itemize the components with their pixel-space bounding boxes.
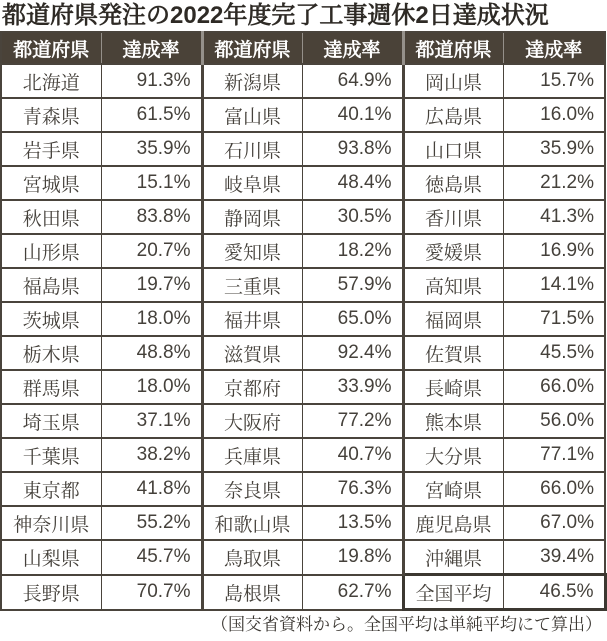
table-row <box>1 166 605 200</box>
column-header-prefecture: 都道府県 <box>1 32 101 64</box>
prefecture-cell: 石川県 <box>202 132 302 166</box>
rate-cell: 39.4% <box>503 540 605 575</box>
rate-cell: 48.4% <box>302 166 403 200</box>
rate-cell: 21.2% <box>503 166 605 200</box>
rate-cell: 64.9% <box>302 64 403 98</box>
rate-cell: 19.7% <box>101 268 202 302</box>
rate-cell: 18.0% <box>101 370 202 404</box>
prefecture-cell: 北海道 <box>1 64 101 98</box>
table-row <box>1 234 605 268</box>
source-note: （国交省資料から。全国平均は単純平均にて算出） <box>211 615 602 634</box>
prefecture-cell: 宮城県 <box>1 166 101 200</box>
rate-cell: 55.2% <box>101 506 202 540</box>
column-header-prefecture: 都道府県 <box>202 32 302 64</box>
prefecture-cell: 群馬県 <box>1 370 101 404</box>
table-row <box>1 302 605 336</box>
prefecture-cell: 青森県 <box>1 98 101 132</box>
column-header-rate: 達成率 <box>302 32 403 64</box>
prefecture-cell: 和歌山県 <box>202 506 302 540</box>
prefecture-cell: 東京都 <box>1 472 101 506</box>
rate-cell: 35.9% <box>503 132 605 166</box>
table-row <box>1 336 605 370</box>
prefecture-cell: 奈良県 <box>202 472 302 506</box>
rate-cell: 20.7% <box>101 234 202 268</box>
table-row <box>1 575 605 610</box>
prefecture-cell: 徳島県 <box>403 166 503 200</box>
prefecture-cell: 佐賀県 <box>403 336 503 370</box>
rate-cell: 15.1% <box>101 166 202 200</box>
prefecture-cell: 福井県 <box>202 302 302 336</box>
prefecture-cell: 岐阜県 <box>202 166 302 200</box>
rate-cell: 15.7% <box>503 64 605 98</box>
prefecture-cell: 鳥取県 <box>202 540 302 575</box>
prefecture-cell: 広島県 <box>403 98 503 132</box>
rate-cell: 61.5% <box>101 98 202 132</box>
rate-cell: 33.9% <box>302 370 403 404</box>
prefecture-cell: 滋賀県 <box>202 336 302 370</box>
header-row <box>1 32 605 64</box>
prefecture-cell: 福島県 <box>1 268 101 302</box>
rate-cell: 37.1% <box>101 404 202 438</box>
table-row <box>1 132 605 166</box>
table-row <box>1 64 605 98</box>
column-header-rate: 達成率 <box>101 32 202 64</box>
rate-cell: 65.0% <box>302 302 403 336</box>
rate-cell: 66.0% <box>503 472 605 506</box>
prefecture-cell: 大阪府 <box>202 404 302 438</box>
table-row <box>1 404 605 438</box>
prefecture-cell: 静岡県 <box>202 200 302 234</box>
rate-cell: 18.2% <box>302 234 403 268</box>
rate-cell: 62.7% <box>302 575 403 610</box>
rate-cell: 45.5% <box>503 336 605 370</box>
rate-cell: 30.5% <box>302 200 403 234</box>
prefecture-cell: 京都府 <box>202 370 302 404</box>
prefecture-cell: 愛媛県 <box>403 234 503 268</box>
table-row <box>1 506 605 540</box>
rate-cell: 56.0% <box>503 404 605 438</box>
rate-cell: 40.7% <box>302 438 403 472</box>
prefecture-cell: 宮崎県 <box>403 472 503 506</box>
rate-cell: 16.9% <box>503 234 605 268</box>
prefecture-cell: 大分県 <box>403 438 503 472</box>
table-row <box>1 438 605 472</box>
rate-cell: 91.3% <box>101 64 202 98</box>
rate-cell: 13.5% <box>302 506 403 540</box>
prefecture-cell: 長崎県 <box>403 370 503 404</box>
table-row <box>1 370 605 404</box>
prefecture-cell: 香川県 <box>403 200 503 234</box>
column-header-rate: 達成率 <box>503 32 605 64</box>
page-title: 都道府県発注の2022年度完了工事週休2日達成状況 <box>2 2 549 29</box>
prefecture-cell: 長野県 <box>1 575 101 610</box>
prefecture-cell: 岡山県 <box>403 64 503 98</box>
rate-cell: 76.3% <box>302 472 403 506</box>
rate-cell: 70.7% <box>101 575 202 610</box>
rate-cell: 93.8% <box>302 132 403 166</box>
rate-cell: 14.1% <box>503 268 605 302</box>
rate-cell: 48.8% <box>101 336 202 370</box>
achievement-table <box>0 31 607 611</box>
rate-cell: 92.4% <box>302 336 403 370</box>
rate-cell: 41.3% <box>503 200 605 234</box>
table-row <box>1 268 605 302</box>
table-row <box>1 472 605 506</box>
table-row <box>1 200 605 234</box>
rate-cell: 45.7% <box>101 540 202 575</box>
national-average-label-cell: 全国平均 <box>403 575 503 610</box>
prefecture-cell: 三重県 <box>202 268 302 302</box>
prefecture-cell: 山梨県 <box>1 540 101 575</box>
prefecture-cell: 兵庫県 <box>202 438 302 472</box>
rate-cell: 83.8% <box>101 200 202 234</box>
rate-cell: 35.9% <box>101 132 202 166</box>
prefecture-cell: 山形県 <box>1 234 101 268</box>
prefecture-cell: 岩手県 <box>1 132 101 166</box>
achievement-table-body <box>1 64 605 610</box>
prefecture-cell: 沖縄県 <box>403 540 503 575</box>
rate-cell: 18.0% <box>101 302 202 336</box>
prefecture-cell: 島根県 <box>202 575 302 610</box>
table-row <box>1 98 605 132</box>
prefecture-cell: 福岡県 <box>403 302 503 336</box>
rate-cell: 16.0% <box>503 98 605 132</box>
prefecture-cell: 山口県 <box>403 132 503 166</box>
prefecture-cell: 千葉県 <box>1 438 101 472</box>
rate-cell: 71.5% <box>503 302 605 336</box>
rate-cell: 67.0% <box>503 506 605 540</box>
prefecture-cell: 新潟県 <box>202 64 302 98</box>
rate-cell: 41.8% <box>101 472 202 506</box>
rate-cell: 77.1% <box>503 438 605 472</box>
prefecture-cell: 栃木県 <box>1 336 101 370</box>
rate-cell: 66.0% <box>503 370 605 404</box>
prefecture-cell: 茨城県 <box>1 302 101 336</box>
rate-cell: 38.2% <box>101 438 202 472</box>
prefecture-cell: 神奈川県 <box>1 506 101 540</box>
prefecture-cell: 熊本県 <box>403 404 503 438</box>
national-average-rate-cell: 46.5% <box>503 575 605 610</box>
prefecture-cell: 秋田県 <box>1 200 101 234</box>
table-row <box>1 540 605 575</box>
rate-cell: 40.1% <box>302 98 403 132</box>
prefecture-cell: 愛知県 <box>202 234 302 268</box>
prefecture-cell: 富山県 <box>202 98 302 132</box>
prefecture-cell: 鹿児島県 <box>403 506 503 540</box>
rate-cell: 19.8% <box>302 540 403 575</box>
rate-cell: 57.9% <box>302 268 403 302</box>
prefecture-cell: 高知県 <box>403 268 503 302</box>
column-header-prefecture: 都道府県 <box>403 32 503 64</box>
prefecture-cell: 埼玉県 <box>1 404 101 438</box>
rate-cell: 77.2% <box>302 404 403 438</box>
